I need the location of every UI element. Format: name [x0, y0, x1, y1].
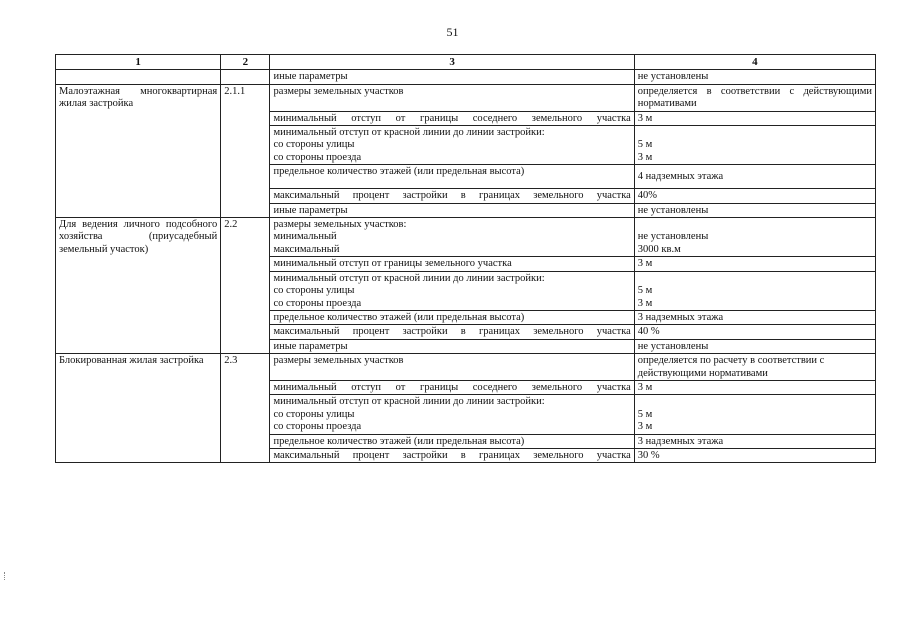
value-cell: определяется по расчету в соответствии с действующими нормативами	[634, 354, 875, 381]
value-cell: 3 м	[634, 257, 875, 271]
value-line: 5 м	[637, 139, 653, 151]
value-line	[638, 219, 872, 231]
value-cell	[634, 218, 875, 257]
table-row	[56, 70, 876, 84]
param-line: со стороны улицы	[273, 285, 355, 297]
value-line	[638, 127, 872, 139]
value-line: 5 м	[637, 285, 653, 297]
param-cell: иные параметры	[270, 339, 634, 353]
param-line: размеры земельных участков:	[273, 219, 407, 231]
param-cell: предельное количество этажей (или предельная высота)	[270, 434, 634, 448]
value-cell: не установлены	[634, 203, 875, 217]
page-number: 51	[446, 25, 459, 39]
param-line: со стороны проезда	[273, 297, 362, 309]
value-line: 5 м	[637, 408, 653, 420]
value-cell: 3 м	[634, 111, 875, 125]
value-line: 3 м	[637, 297, 653, 309]
value-line: не установлены	[637, 231, 709, 243]
param-cell	[270, 218, 634, 257]
value-cell: 40 %	[634, 325, 875, 339]
value-cell: 4 надземных этажа	[634, 165, 875, 189]
value-cell: 40%	[634, 189, 875, 203]
param-cell: размеры земельных участков	[270, 84, 634, 111]
land-use-type: Малоэтажная многоквартирная жилая застройка	[56, 84, 221, 217]
value-cell: 3 надземных этажа	[634, 434, 875, 448]
value-cell	[634, 395, 875, 434]
value-line	[638, 396, 872, 408]
value-line: 3000 кв.м	[637, 243, 681, 255]
land-use-type: Блокированная жилая застройка	[56, 354, 221, 463]
value-cell: не установлены	[634, 70, 875, 84]
land-use-code: 2.3	[221, 354, 270, 463]
param-line: со стороны проезда	[273, 421, 362, 433]
param-line: со стороны улицы	[273, 408, 355, 420]
value-cell	[634, 126, 875, 165]
regulations-table	[55, 54, 876, 463]
param-cell: иные параметры	[270, 70, 634, 84]
param-line: минимальный отступ от красной линии до линии застройки:	[273, 396, 545, 408]
header-col-2: 2	[221, 55, 270, 70]
param-cell: максимальный процент застройки в границах земельного участка	[270, 189, 634, 203]
value-cell: 3 надземных этажа	[634, 310, 875, 324]
land-use-type: Для ведения личного подсобного хозяйства (приусадебный земельный участок)	[56, 218, 221, 354]
param-cell: минимальный отступ от границы соседнего земельного участка	[270, 380, 634, 394]
value-cell: 30 %	[634, 448, 875, 462]
param-cell: максимальный процент застройки в границах земельного участка	[270, 448, 634, 462]
header-col-1: 1	[56, 55, 221, 70]
header-row	[56, 55, 876, 70]
header-col-3: 3	[270, 55, 634, 70]
param-cell: максимальный процент застройки в границах земельного участка	[270, 325, 634, 339]
param-line: со стороны улицы	[273, 139, 355, 151]
value-cell: не установлены	[634, 339, 875, 353]
empty-cell	[221, 70, 270, 84]
header-col-4: 4	[634, 55, 875, 70]
param-cell: минимальный отступ от границы земельного участка	[270, 257, 634, 271]
value-line: 3 м	[637, 151, 653, 163]
param-cell: минимальный отступ от границы соседнего земельного участка	[270, 111, 634, 125]
empty-cell	[56, 70, 221, 84]
land-use-code: 2.1.1	[221, 84, 270, 217]
param-cell: иные параметры	[270, 203, 634, 217]
param-line: минимальный отступ от красной линии до линии застройки:	[273, 127, 545, 139]
param-cell: предельное количество этажей (или предельная высота)	[270, 310, 634, 324]
scan-edge-mark	[4, 572, 6, 580]
param-line: со стороны проезда	[273, 151, 362, 163]
param-line: максимальный	[273, 243, 340, 255]
param-cell	[270, 126, 634, 165]
param-cell: предельное количество этажей (или предельная высота)	[270, 165, 634, 189]
param-line: минимальный отступ от красной линии до линии застройки:	[273, 272, 545, 284]
param-cell	[270, 271, 634, 310]
param-line: минимальный	[273, 231, 337, 243]
param-cell	[270, 395, 634, 434]
value-cell: 3 м	[634, 380, 875, 394]
table-row	[56, 84, 876, 111]
value-line	[638, 273, 872, 285]
table-row	[56, 218, 876, 257]
value-line: 3 м	[637, 421, 653, 433]
land-use-code: 2.2	[221, 218, 270, 354]
table-row	[56, 354, 876, 381]
value-cell: определяется в соответствии с действующими нормативами	[634, 84, 875, 111]
param-cell: размеры земельных участков	[270, 354, 634, 381]
value-cell	[634, 271, 875, 310]
